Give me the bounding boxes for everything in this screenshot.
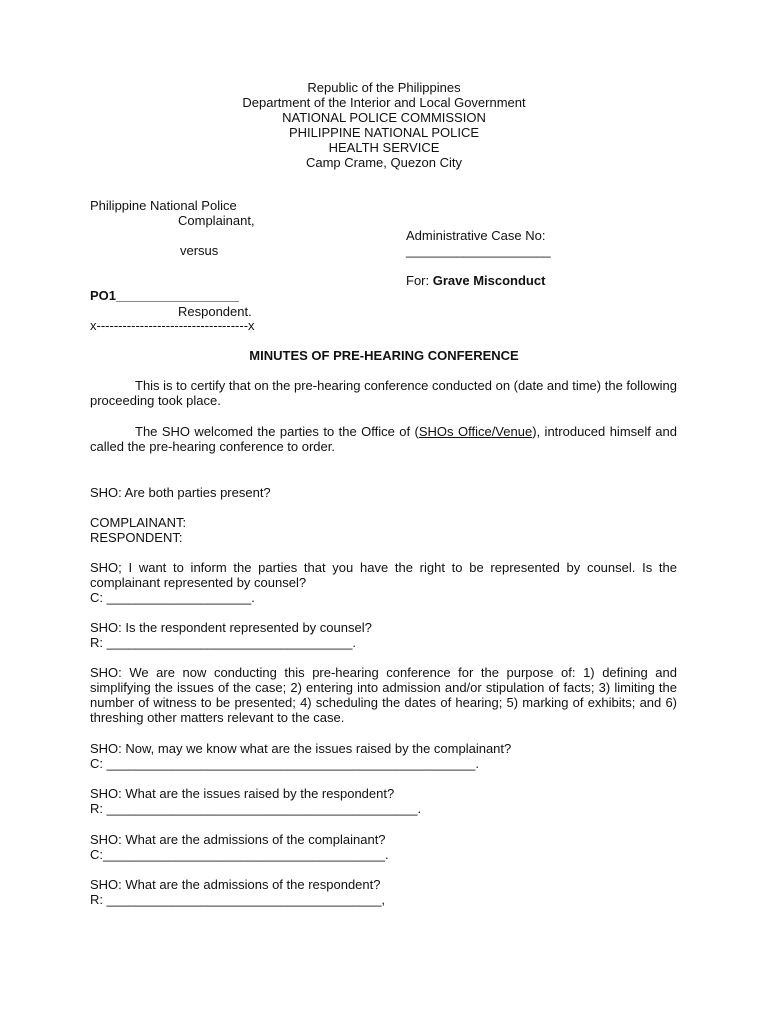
versus-label: versus	[180, 243, 219, 258]
question-parties-present: SHO: Are both parties present?	[90, 485, 271, 500]
complainant-label: Complainant,	[178, 213, 255, 228]
question-complainant-issues: SHO: Now, may we know what are the issues raised by the complainant?	[90, 741, 512, 756]
venue-placeholder: SHOs Office/Venue	[418, 424, 533, 439]
answer-respondent-admissions: R: ______________________________________,	[90, 892, 385, 907]
respondent-label: Respondent.	[178, 304, 252, 319]
case-no-blank: ____________________	[406, 243, 551, 258]
offense-label: For:	[406, 273, 433, 288]
header-address: Camp Crame, Quezon City	[305, 155, 463, 170]
offense-value: Grave Misconduct	[432, 273, 546, 288]
header-department: Department of the Interior and Local Government	[242, 95, 526, 110]
case-no-label: Administrative Case No:	[406, 228, 546, 243]
complainant-name: Philippine National Police	[90, 198, 237, 213]
respondent-answer-label: RESPONDENT:	[90, 530, 183, 545]
paragraph-welcome-end: ), introduced himself and called the pre-hearing conference to order.	[90, 424, 677, 454]
answer-complainant-issues: C: ___________________________________________________.	[90, 756, 479, 771]
question-complainant-counsel: SHO; I want to inform the parties that you have the right to be represented by counsel. Is the complainant represented by counsel?	[90, 560, 677, 590]
paragraph-purpose: SHO: We are now conducting this pre-hearing conference for the purpose of: 1) defining and simplifying the issues of the case; 2) entering into admission and/or stipulation of facts; 3) limiting the number of witness to be presented; 4) scheduling the dates of hearing; 5) marking of exhibits; and 6) threshing other matters relevant to the case.	[90, 665, 677, 725]
document-title: MINUTES OF PRE-HEARING CONFERENCE	[249, 348, 519, 363]
paragraph-certify: This is to certify that on the pre-hearing conference conducted on (date and time) the following proceeding took place.	[90, 378, 677, 408]
question-respondent-counsel: SHO: Is the respondent represented by counsel?	[90, 620, 372, 635]
caption-separator: x-----------------------------------x	[90, 318, 255, 333]
question-respondent-admissions: SHO: What are the admissions of the respondent?	[90, 877, 381, 892]
header-pnp: PHILIPPINE NATIONAL POLICE	[289, 125, 479, 140]
header-republic: Republic of the Philippines	[307, 80, 461, 95]
question-respondent-issues: SHO: What are the issues raised by the respondent?	[90, 786, 395, 801]
respondent-name: PO1_________________	[90, 288, 239, 303]
complainant-answer-label: COMPLAINANT:	[90, 515, 187, 530]
answer-complainant-counsel: C: ____________________.	[90, 590, 255, 605]
question-complainant-admissions: SHO: What are the admissions of the complainant?	[90, 832, 386, 847]
paragraph-welcome	[90, 424, 677, 454]
header-health-service: HEALTH SERVICE	[328, 140, 440, 155]
answer-complainant-admissions: C:_______________________________________.	[90, 847, 389, 862]
answer-respondent-issues: R: ___________________________________________.	[90, 801, 422, 816]
paragraph-welcome-start: The SHO welcomed the parties to the Office of (	[135, 424, 419, 439]
answer-respondent-counsel: R: __________________________________.	[90, 635, 357, 650]
header-napolcom: NATIONAL POLICE COMMISSION	[282, 110, 486, 125]
offense-line	[406, 273, 545, 288]
